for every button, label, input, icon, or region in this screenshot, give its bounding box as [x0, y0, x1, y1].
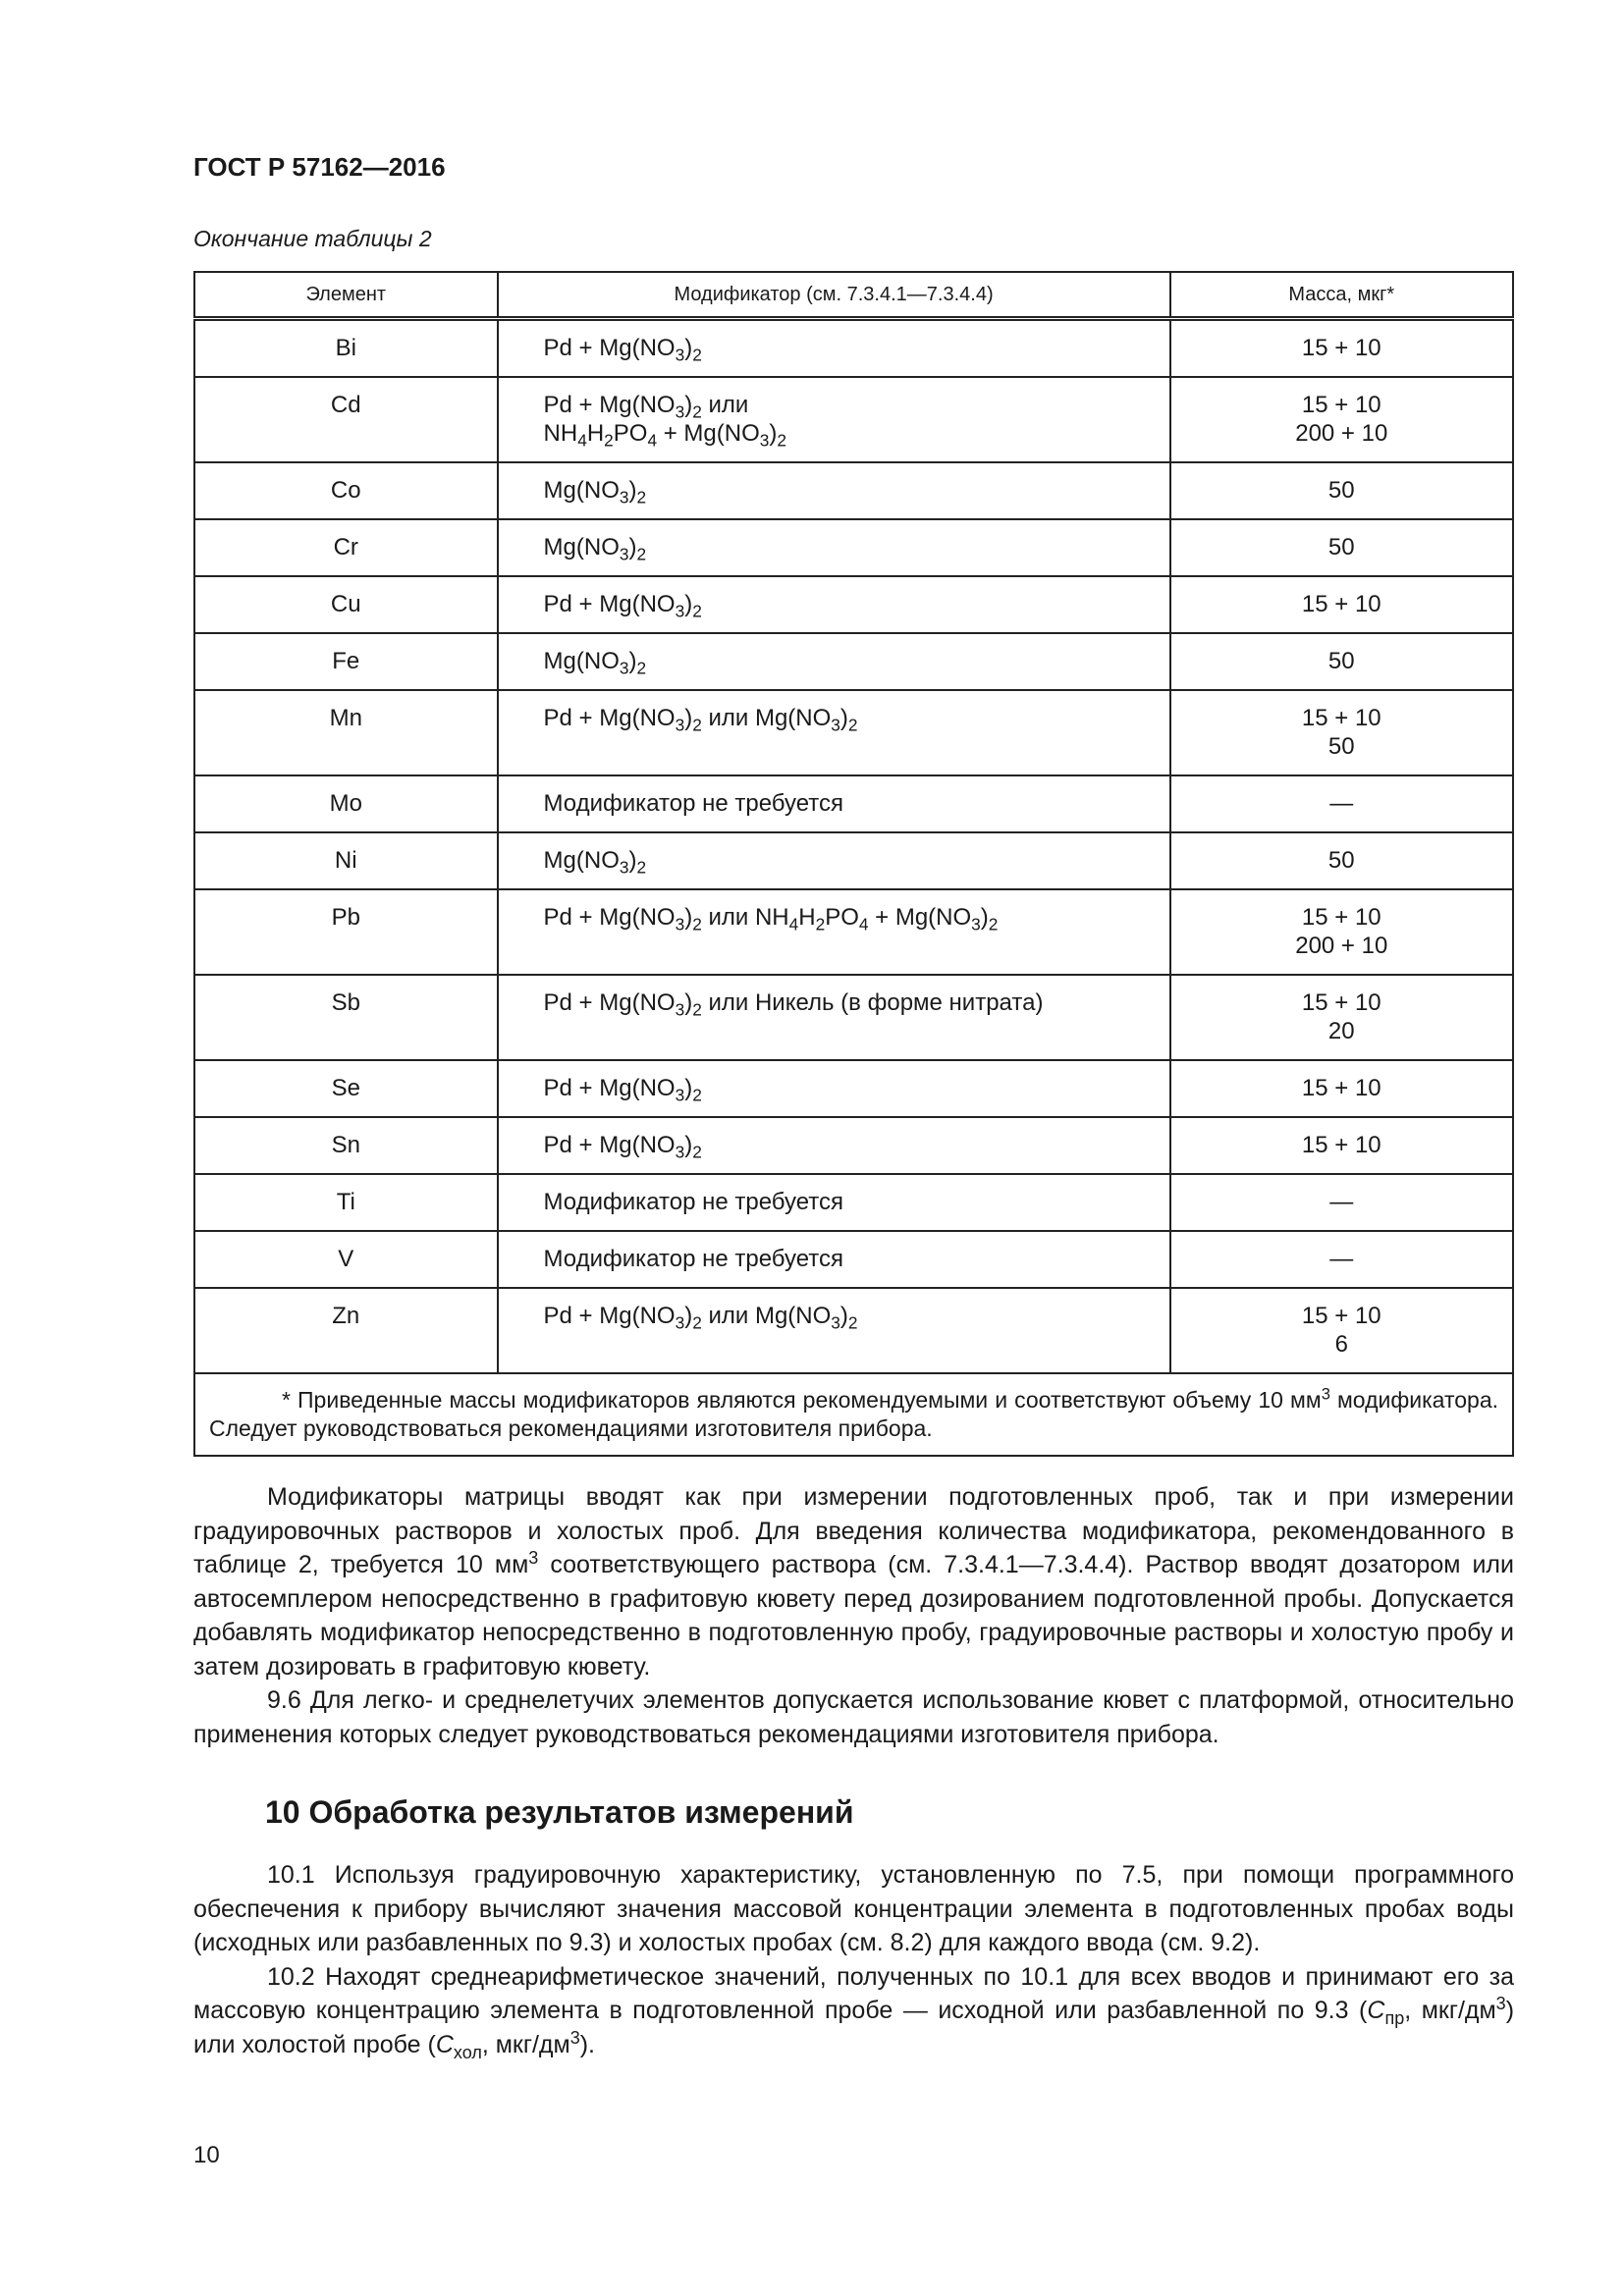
cell-mass: [1170, 832, 1513, 889]
mass-value: 200 + 10: [1295, 933, 1388, 959]
table-row: [194, 462, 1513, 519]
footnote-text: * Приведенные массы модификаторов являются рекомендуемыми и соответствуют объему 10 $мм^3$ модификатора. Следует руководствоваться рекомендациями изготовителя прибора.: [209, 1384, 1498, 1441]
cell-modifier: $Pd + Mg(NO_3)_2$: [498, 319, 1170, 378]
mass-value: —: [1329, 1189, 1354, 1215]
mass-value: 15 + 10: [1301, 1132, 1381, 1158]
mass-value: 15 + 10: [1301, 705, 1381, 731]
mass-value: 15 + 10: [1301, 1075, 1381, 1101]
section-heading: 10 Обработка результатов измерений: [265, 1794, 854, 1830]
cell-mass: [1170, 975, 1513, 1060]
table-row: [194, 1060, 1513, 1117]
cell-mass: [1170, 1231, 1513, 1288]
paragraph: 10.2 Находят среднеарифметическое значений, полученных по 10.1 для всех вводов и принимают его за массовую концентрацию элемента в подготовленной пробе — исходной или разбавленной по 9.3 ($C_{пр}$, мкг/$дм^3$) или холостой пробе ($C_{хол}$, мкг/$дм^3$).: [193, 1962, 1515, 2062]
cell-modifier: $Mg(NO_3)_2$: [498, 519, 1170, 576]
mass-value: 15 + 10: [1301, 335, 1381, 361]
cell-mass: [1170, 462, 1513, 519]
paragraph: 9.6 Для легко- и среднелетучих элементов допускается использование кювет с платформой, относительно применения которых следует руководствоваться рекомендациями изготовителя прибора.: [193, 1686, 1514, 1748]
cell-mass: [1170, 1288, 1513, 1373]
column-header-modifier: Модификатор (см. 7.3.4.1—7.3.4.4): [498, 272, 1170, 319]
cell-element: V: [194, 1231, 498, 1288]
cell-modifier: Модификатор не требуется: [498, 1231, 1170, 1288]
cell-element: Mn: [194, 690, 498, 775]
standard-code: ГОСТ Р 57162—2016: [193, 152, 446, 182]
mass-value: 50: [1327, 733, 1355, 760]
cell-modifier: $Pd + Mg(NO_3)_2$ или $Mg(NO_3)_2$: [498, 1288, 1170, 1373]
cell-modifier: $Pd + Mg(NO_3)_2$ или Никель (в форме нитрата): [498, 975, 1170, 1060]
cell-element: Ni: [194, 832, 498, 889]
cell-mass: [1170, 775, 1513, 832]
cell-element: Sn: [194, 1117, 498, 1174]
cell-mass: [1170, 576, 1513, 633]
cell-mass: [1170, 1174, 1513, 1231]
table-header-row: [194, 272, 1513, 319]
mass-value: 6: [1334, 1331, 1348, 1358]
table-row: [194, 1231, 1513, 1288]
cell-modifier: $Pd + Mg(NO_3)_2$ или $NH_4H_2PO_4 + Mg(NO_3)_2$: [498, 377, 1170, 462]
cell-mass: [1170, 519, 1513, 576]
section-9-text: [193, 1480, 1514, 1751]
cell-element: Co: [194, 462, 498, 519]
mass-value: 15 + 10: [1301, 392, 1381, 418]
mass-value: 15 + 10: [1301, 989, 1381, 1016]
table-row: [194, 889, 1513, 975]
mass-value: 20: [1327, 1018, 1355, 1044]
mass-value: 15 + 10: [1301, 1303, 1381, 1329]
mass-value: 50: [1327, 648, 1355, 674]
table-row: [194, 519, 1513, 576]
mass-value: 15 + 10: [1301, 591, 1381, 617]
table-row: [194, 633, 1513, 690]
table-footnote: [194, 1373, 1513, 1456]
mass-value: 50: [1327, 477, 1355, 504]
cell-element: Mo: [194, 775, 498, 832]
cell-mass: [1170, 319, 1513, 378]
table-row: [194, 576, 1513, 633]
table-row: [194, 690, 1513, 775]
cell-element: Bi: [194, 319, 498, 378]
cell-modifier: Модификатор не требуется: [498, 775, 1170, 832]
table-row: [194, 1117, 1513, 1174]
table-row: [194, 377, 1513, 462]
cell-modifier: $Mg(NO_3)_2$: [498, 462, 1170, 519]
table-row: [194, 1174, 1513, 1231]
paragraph: 10.1 Используя градуировочную характеристику, установленную по 7.5, при помощи программного обеспечения к прибору вычисляют значения массовой концентрации элемента в подготовленных пробах воды (исходных или разбавленных по 9.3) и холостых пробах (см. 8.2) для каждого ввода (см. 9.2).: [193, 1861, 1514, 1956]
table-row: [194, 1288, 1513, 1373]
cell-element: Ti: [194, 1174, 498, 1231]
table-row: [194, 775, 1513, 832]
cell-element: Se: [194, 1060, 498, 1117]
mass-value: —: [1329, 1246, 1354, 1272]
cell-mass: [1170, 889, 1513, 975]
cell-modifier: Модификатор не требуется: [498, 1174, 1170, 1231]
table-footnote-row: [194, 1373, 1513, 1456]
cell-element: Cr: [194, 519, 498, 576]
cell-modifier: $Pd + Mg(NO_3)_2$ или $Mg(NO_3)_2$: [498, 690, 1170, 775]
mass-value: 15 + 10: [1301, 904, 1381, 931]
cell-element: Fe: [194, 633, 498, 690]
cell-mass: [1170, 1117, 1513, 1174]
modifiers-table: [193, 271, 1514, 1457]
column-header-mass: Масса, мкг*: [1170, 272, 1513, 319]
cell-mass: [1170, 1060, 1513, 1117]
cell-modifier: $Pd + Mg(NO_3)_2$: [498, 1117, 1170, 1174]
table-caption: Окончание таблицы 2: [193, 226, 432, 251]
cell-mass: [1170, 377, 1513, 462]
mass-value: 50: [1327, 534, 1355, 561]
cell-element: Zn: [194, 1288, 498, 1373]
cell-element: Sb: [194, 975, 498, 1060]
cell-modifier: $Pd + Mg(NO_3)_2$: [498, 1060, 1170, 1117]
cell-modifier: $Mg(NO_3)_2$: [498, 633, 1170, 690]
cell-modifier: $Pd + Mg(NO_3)_2$ или $NH_4H_2PO_4 + Mg(NO_3)_2$: [498, 889, 1170, 975]
mass-value: —: [1329, 790, 1354, 817]
table-row: [194, 319, 1513, 378]
mass-value: 200 + 10: [1295, 420, 1388, 447]
page-number: 10: [193, 2142, 220, 2168]
mass-value: 50: [1327, 847, 1355, 874]
cell-mass: [1170, 690, 1513, 775]
table-row: [194, 975, 1513, 1060]
cell-element: Cu: [194, 576, 498, 633]
cell-modifier: $Pd + Mg(NO_3)_2$: [498, 576, 1170, 633]
column-header-element: Элемент: [194, 272, 498, 319]
table-row: [194, 832, 1513, 889]
paragraph: Модификаторы матрицы вводят как при измерении подготовленных проб, так и при измерении градуировочных растворов и холостых проб. Для введения количества модификатора, рекомендованного в таблице 2, требуется 10 $мм^3$ соответствующего раствора (см. 7.3.4.1—7.3.4.4). Раствор вводят дозатором или автосемплером непосредственно в графитовую кювету перед дозированием подготовленной пробы. Допускается добавлять модификатор непосредственно в подготовленную пробу, градуировочные растворы и холостую пробу и затем дозировать в графитовую кювету.: [193, 1483, 1514, 1681]
section-10-text: [193, 1858, 1514, 2061]
cell-element: Pb: [194, 889, 498, 975]
cell-element: Cd: [194, 377, 498, 462]
cell-mass: [1170, 633, 1513, 690]
cell-modifier: $Mg(NO_3)_2$: [498, 832, 1170, 889]
